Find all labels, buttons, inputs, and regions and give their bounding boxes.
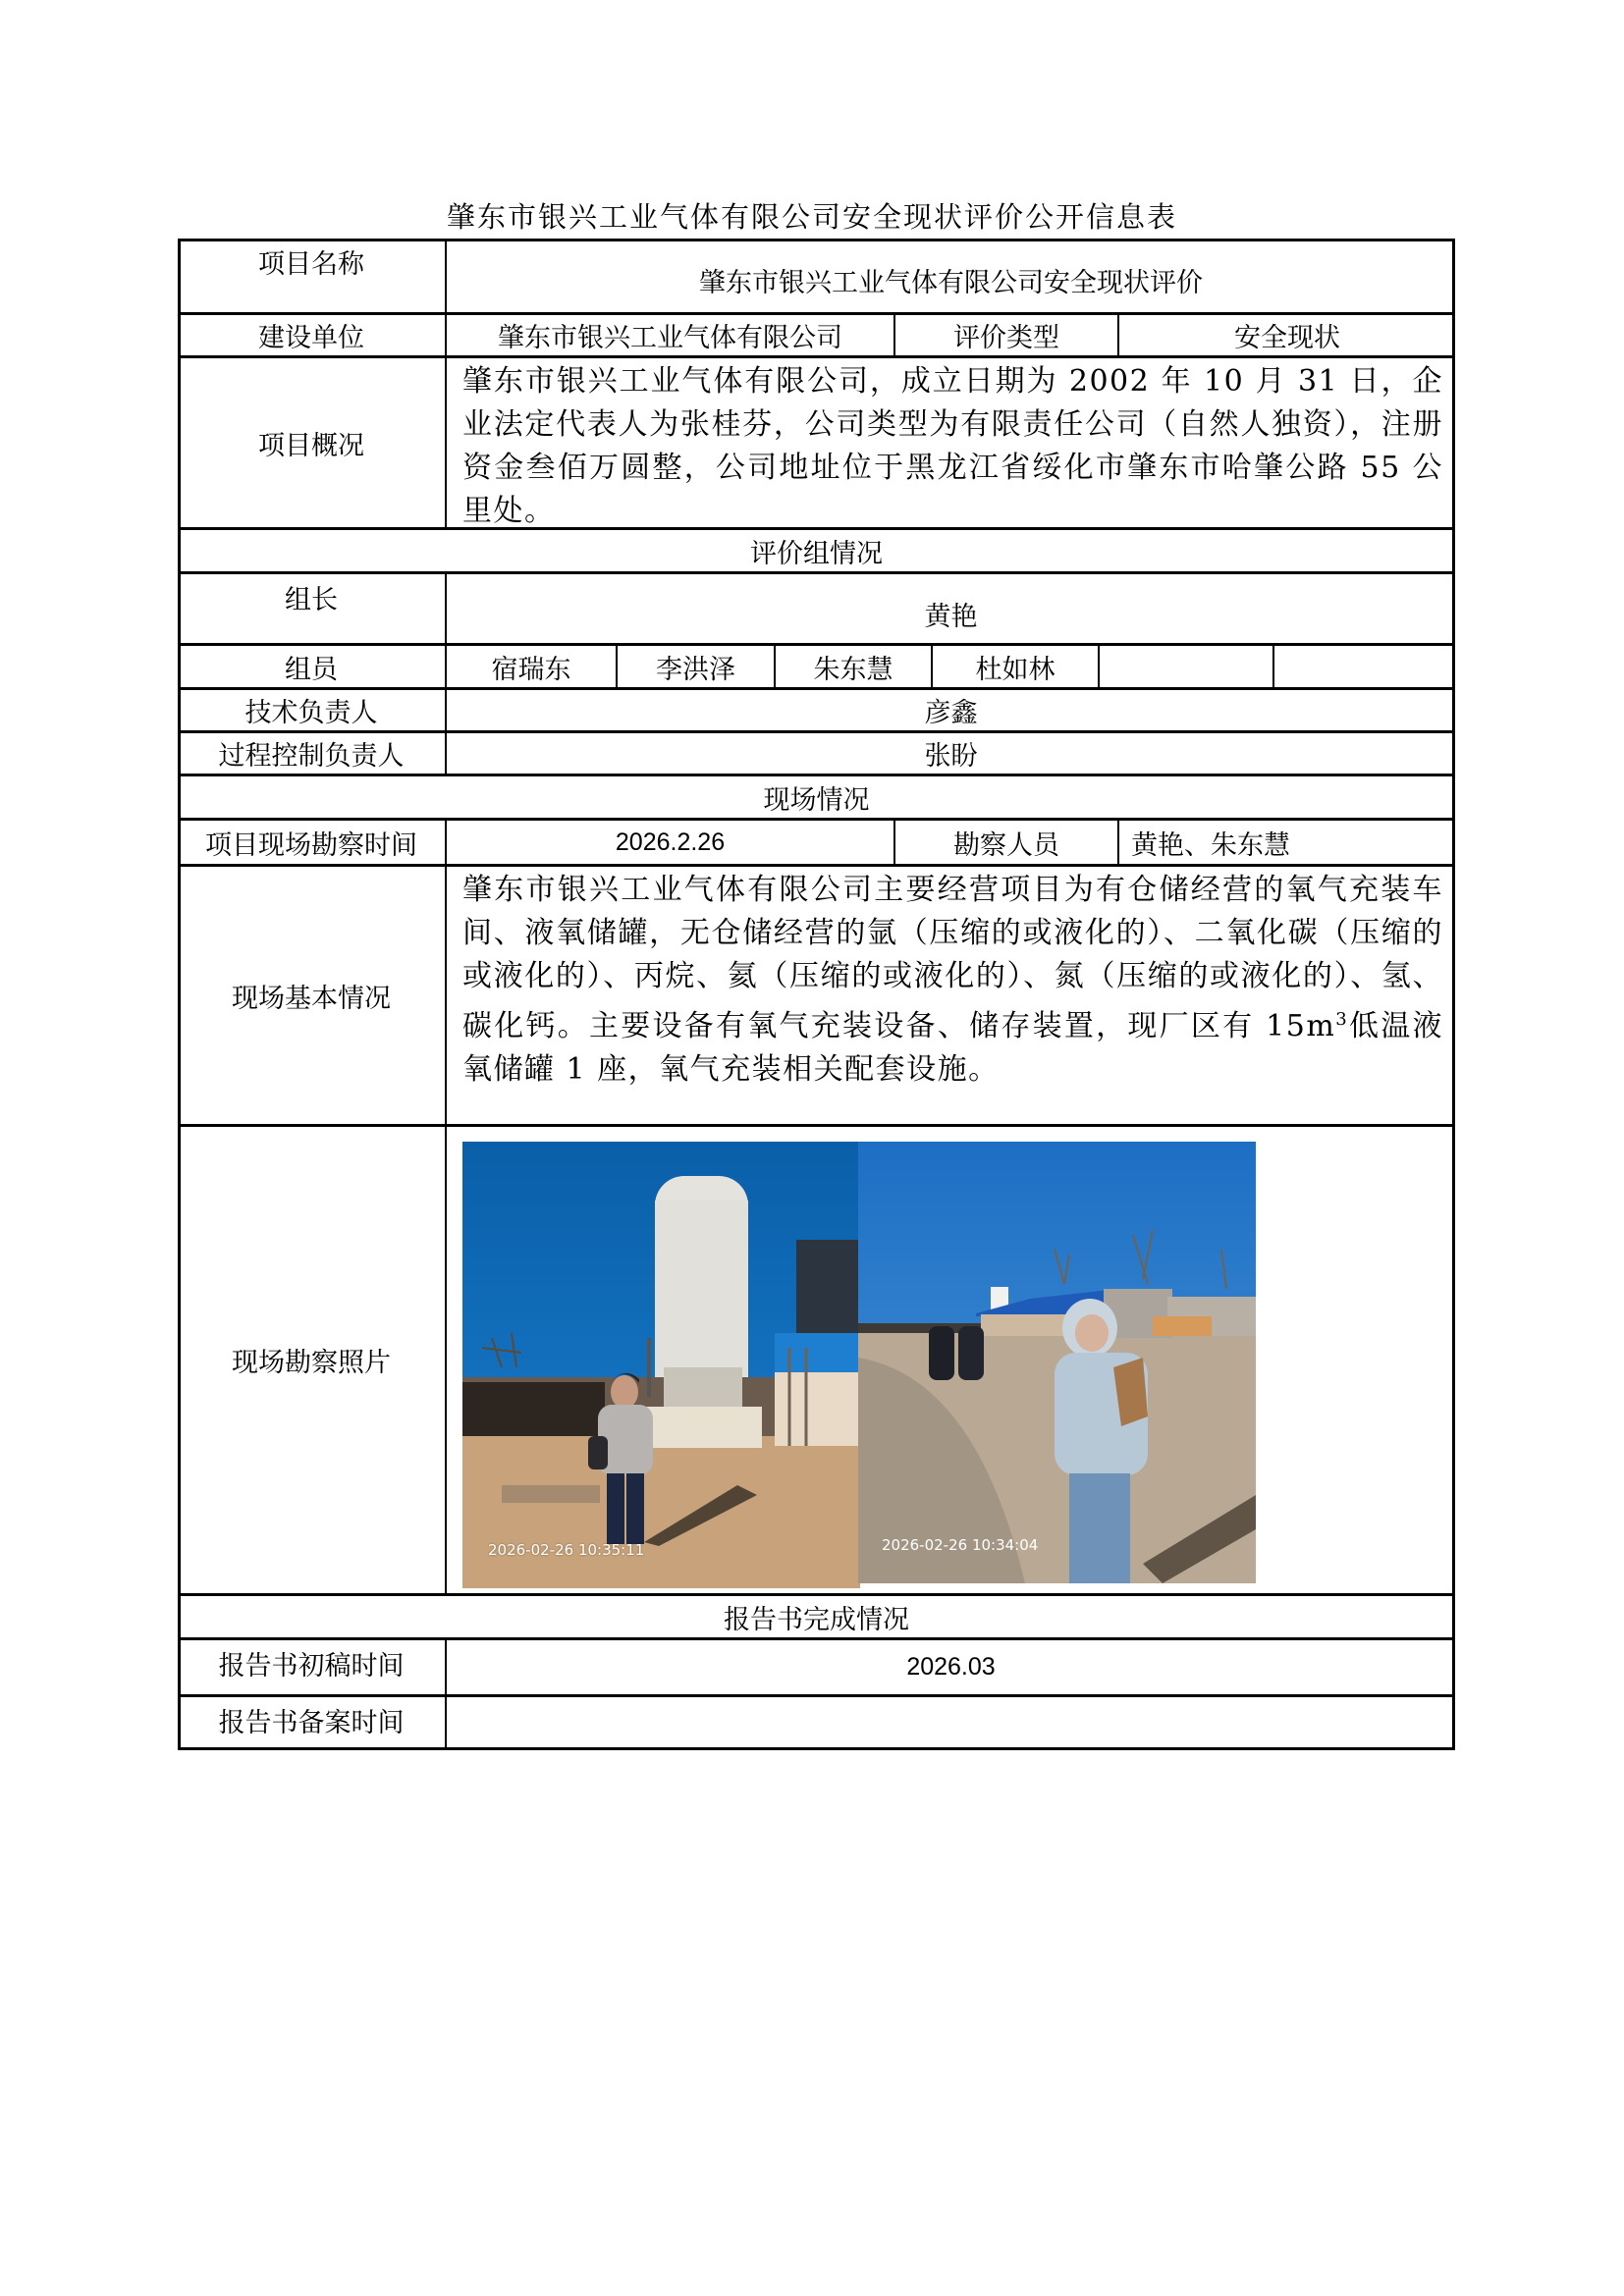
row-tech-lead <box>178 687 1455 730</box>
eval-type-value: 安全现状 <box>1117 315 1455 355</box>
member-cell <box>1272 646 1455 687</box>
eval-type-label: 评价类型 <box>893 315 1117 355</box>
member-cell: 杜如林 <box>931 646 1098 687</box>
photos-cell <box>445 1127 1455 1593</box>
leader-label: 组长 <box>285 585 338 615</box>
row-draft-time <box>178 1637 1455 1694</box>
site-basic-text-b: 低温液氧储罐 1 座，氧气充装相关配套设施。 <box>462 1009 1443 1087</box>
survey-time-value: 2026.2.26 <box>445 821 893 864</box>
tech-lead-label: 技术负责人 <box>244 698 378 728</box>
row-process-lead <box>178 730 1455 774</box>
site-photo-surveyor <box>858 1142 1256 1583</box>
site-basic-label: 现场基本情况 <box>232 983 391 1014</box>
row-overview <box>178 355 1455 527</box>
photo-surveyor-image <box>858 1142 1256 1583</box>
row-team-section <box>178 527 1455 571</box>
draft-time-value: 2026.03 <box>445 1640 1455 1694</box>
site-photo-tank <box>462 1142 860 1588</box>
overview-label: 项目概况 <box>258 430 364 461</box>
member-cell <box>1098 646 1272 687</box>
document-title: 肇东市银兴工业气体有限公司安全现状评价公开信息表 <box>446 200 1177 234</box>
row-project-name <box>178 239 1455 312</box>
site-basic-text-a: 肇东市银兴工业气体有限公司主要经营项目为有仓储经营的氧气充装车间、液氧储罐，无仓储经营的氩（压缩的或液化的）、二氧化碳（压缩的或液化的）、丙烷、氦（压缩的或液化的）、氮（压缩的或液化的）、氢、碳化钙。主要设备有氧气充装设备、储存装置，现厂区有 15m <box>462 873 1443 1043</box>
filing-time-label: 报告书备案时间 <box>218 1708 405 1738</box>
row-builder <box>178 312 1455 355</box>
photo-2-timestamp: 2026-02-26 10:34:04 <box>882 1536 1039 1554</box>
row-leader <box>178 571 1455 643</box>
site-basic-text <box>445 867 1455 1124</box>
members-label: 组员 <box>285 654 338 685</box>
tech-lead-value: 彦鑫 <box>445 690 1455 730</box>
row-filing-time <box>178 1694 1455 1750</box>
row-survey-time <box>178 818 1455 864</box>
photos-label: 现场勘察照片 <box>232 1348 391 1378</box>
photo-tank-image <box>462 1142 860 1588</box>
overview-text: 肇东市银兴工业气体有限公司，成立日期为 2002 年 10 月 31 日，企业法定代表人为张桂芬，公司类型为有限责任公司（自然人独资），注册资金叁佰万圆整，公司地址位于黑龙江省绥化市肇东市哈肇公路 55 公里处。 <box>445 358 1455 527</box>
surveyors-value: 黄艳、朱东慧 <box>1117 821 1455 864</box>
process-lead-label: 过程控制负责人 <box>218 741 405 772</box>
photo-1-timestamp: 2026-02-26 10:35:11 <box>488 1541 645 1559</box>
team-section-title: 评价组情况 <box>750 538 883 569</box>
process-lead-value: 张盼 <box>445 733 1455 774</box>
builder-label: 建设单位 <box>258 323 364 353</box>
surveyors-label: 勘察人员 <box>893 821 1117 864</box>
row-site-basic <box>178 864 1455 1124</box>
leader-value: 黄艳 <box>445 574 1455 643</box>
member-cell: 朱东慧 <box>774 646 931 687</box>
builder-value: 肇东市银兴工业气体有限公司 <box>445 315 893 355</box>
row-members <box>178 643 1455 687</box>
site-section-title: 现场情况 <box>763 784 870 816</box>
draft-time-label: 报告书初稿时间 <box>218 1651 405 1682</box>
project-name-value: 肇东市银兴工业气体有限公司安全现状评价 <box>445 239 1455 312</box>
survey-time-label: 项目现场勘察时间 <box>205 829 417 861</box>
report-section-title: 报告书完成情况 <box>724 1604 909 1635</box>
member-cell: 宿瑞东 <box>445 646 616 687</box>
row-report-section <box>178 1593 1455 1637</box>
row-site-section <box>178 774 1455 818</box>
site-basic-text-sup: 3 <box>1335 1009 1349 1030</box>
filing-time-value <box>445 1697 1455 1750</box>
project-name-label: 项目名称 <box>258 249 364 280</box>
member-cell: 李洪泽 <box>616 646 774 687</box>
row-photos <box>178 1124 1455 1593</box>
